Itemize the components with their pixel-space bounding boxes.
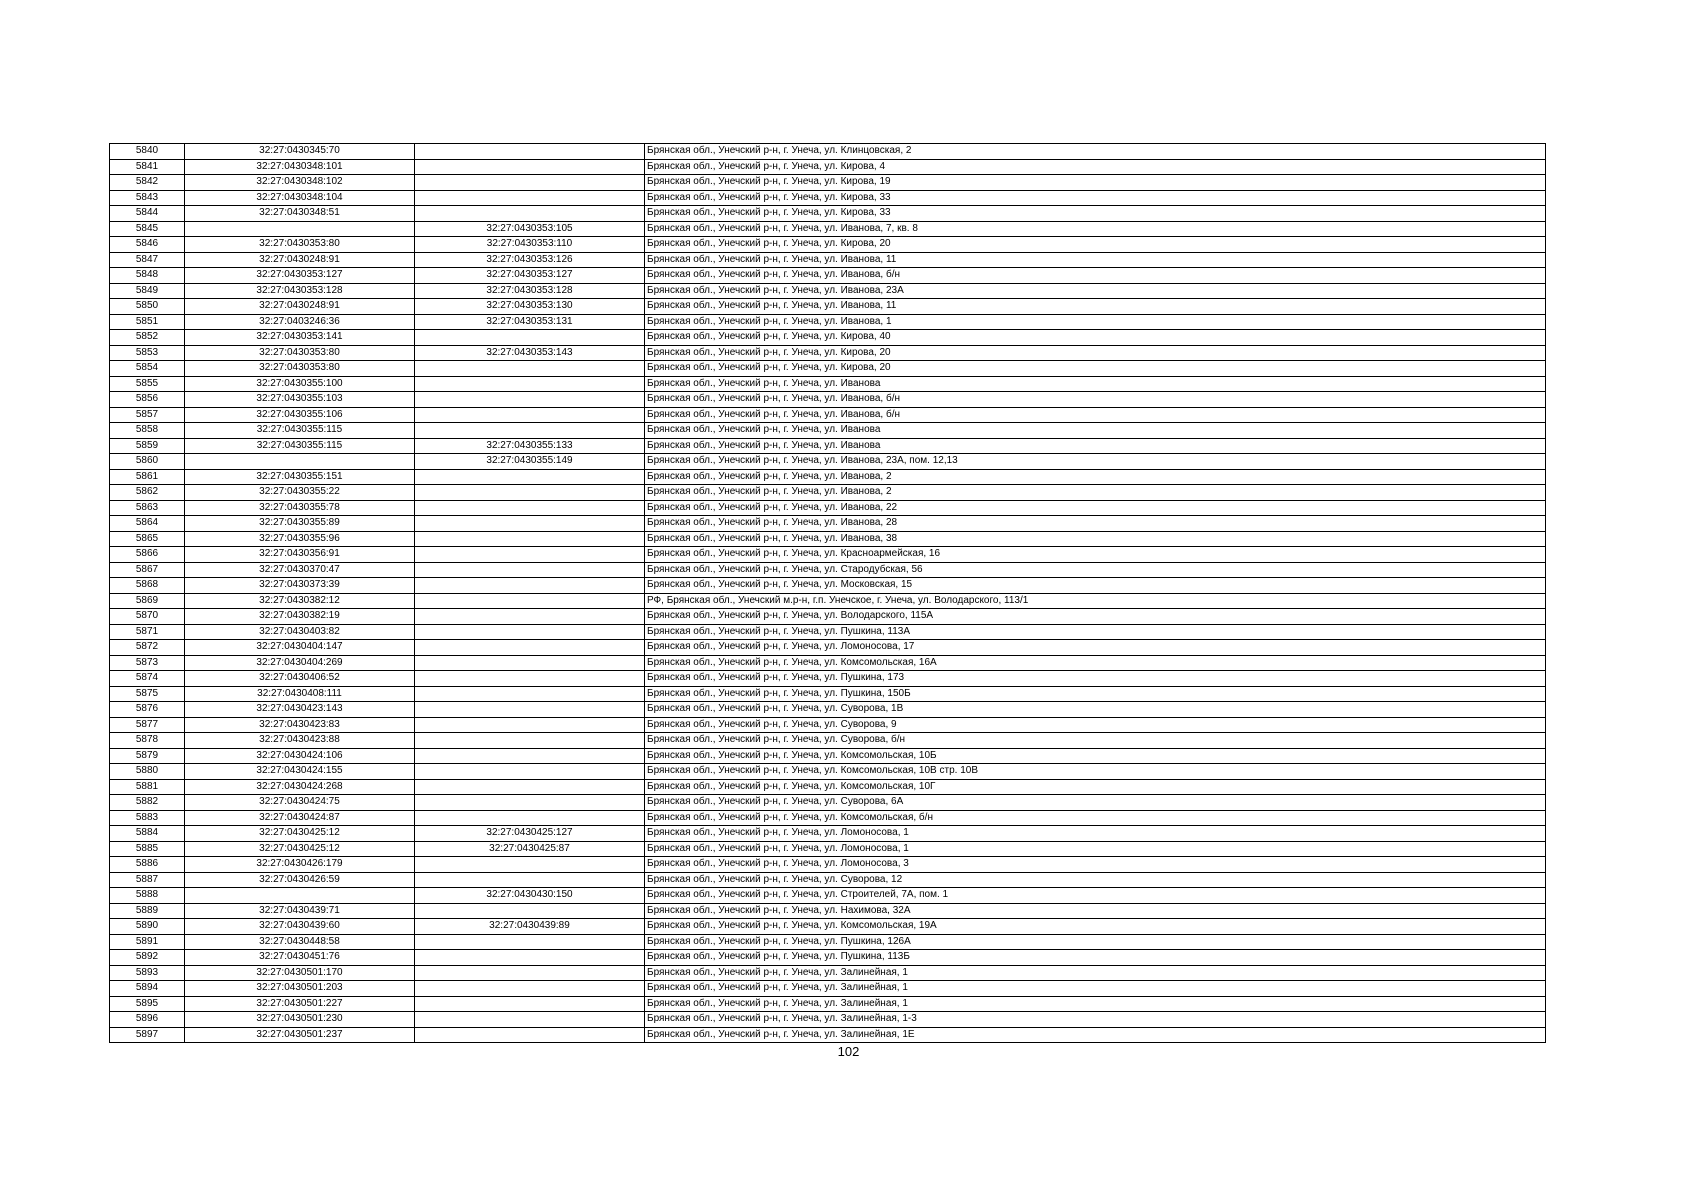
row-number-cell: 5897 (110, 1027, 185, 1043)
address-cell: Брянская обл., Унечский р-н, г. Унеча, ул. Ломоносова, 3 (645, 857, 1546, 873)
cadastral-number-cell: 32:27:0430356:91 (185, 547, 415, 563)
cadastral-number-cell: 32:27:0430423:88 (185, 733, 415, 749)
related-cadastral-number-cell (415, 640, 645, 656)
address-cell: Брянская обл., Унечский р-н, г. Унеча, ул. Клинцовская, 2 (645, 144, 1546, 160)
related-cadastral-number-cell: 32:27:0430355:133 (415, 438, 645, 454)
table-row (110, 144, 1546, 160)
related-cadastral-number-cell (415, 485, 645, 501)
address-cell: Брянская обл., Унечский р-н, г. Унеча, ул. Иванова, б/н (645, 268, 1546, 284)
related-cadastral-number-cell (415, 593, 645, 609)
related-cadastral-number-cell (415, 764, 645, 780)
cadastral-number-cell: 32:27:0430425:12 (185, 841, 415, 857)
cadastral-number-cell: 32:27:0430426:59 (185, 872, 415, 888)
table-row (110, 981, 1546, 997)
cadastral-number-cell: 32:27:0430424:106 (185, 748, 415, 764)
related-cadastral-number-cell (415, 965, 645, 981)
address-cell: Брянская обл., Унечский р-н, г. Унеча, ул. Кирова, 19 (645, 175, 1546, 191)
cadastral-number-cell: 32:27:0430355:103 (185, 392, 415, 408)
row-number-cell: 5885 (110, 841, 185, 857)
address-cell: Брянская обл., Унечский р-н, г. Унеча, ул. Комсомольская, б/н (645, 810, 1546, 826)
cadastral-number-cell: 32:27:0430501:227 (185, 996, 415, 1012)
row-number-cell: 5847 (110, 252, 185, 268)
related-cadastral-number-cell (415, 159, 645, 175)
address-cell: Брянская обл., Унечский р-н, г. Унеча, ул. Иванова (645, 423, 1546, 439)
address-cell: Брянская обл., Унечский р-н, г. Унеча, ул. Стародубская, 56 (645, 562, 1546, 578)
address-cell: Брянская обл., Унечский р-н, г. Унеча, ул. Комсомольская, 10В стр. 10В (645, 764, 1546, 780)
address-cell: Брянская обл., Унечский р-н, г. Унеча, ул. Ломоносова, 17 (645, 640, 1546, 656)
related-cadastral-number-cell (415, 857, 645, 873)
row-number-cell: 5854 (110, 361, 185, 377)
related-cadastral-number-cell (415, 407, 645, 423)
row-number-cell: 5876 (110, 702, 185, 718)
address-cell: Брянская обл., Унечский р-н, г. Унеча, ул. Кирова, 33 (645, 206, 1546, 222)
address-cell: Брянская обл., Унечский р-н, г. Унеча, ул. Кирова, 20 (645, 237, 1546, 253)
address-cell: Брянская обл., Унечский р-н, г. Унеча, ул. Иванова, 38 (645, 531, 1546, 547)
table-row (110, 268, 1546, 284)
address-cell: Брянская обл., Унечский р-н, г. Унеча, ул. Суворова, б/н (645, 733, 1546, 749)
address-cell: Брянская обл., Унечский р-н, г. Унеча, ул. Нахимова, 32А (645, 903, 1546, 919)
related-cadastral-number-cell (415, 996, 645, 1012)
address-cell: Брянская обл., Унечский р-н, г. Унеча, ул. Суворова, 6А (645, 795, 1546, 811)
table-row (110, 206, 1546, 222)
address-cell: Брянская обл., Унечский р-н, г. Унеча, ул. Московская, 15 (645, 578, 1546, 594)
related-cadastral-number-cell: 32:27:0430353:131 (415, 314, 645, 330)
related-cadastral-number-cell (415, 609, 645, 625)
related-cadastral-number-cell (415, 562, 645, 578)
cadastral-number-cell (185, 221, 415, 237)
cadastral-number-cell: 32:27:0430501:230 (185, 1012, 415, 1028)
related-cadastral-number-cell (415, 392, 645, 408)
address-cell: Брянская обл., Унечский р-н, г. Унеча, ул. Комсомольская, 10Б (645, 748, 1546, 764)
related-cadastral-number-cell (415, 655, 645, 671)
cadastral-number-cell: 32:27:0430382:12 (185, 593, 415, 609)
row-number-cell: 5896 (110, 1012, 185, 1028)
table-row (110, 810, 1546, 826)
cadastral-number-cell: 32:27:0430424:155 (185, 764, 415, 780)
cadastral-number-cell: 32:27:0430373:39 (185, 578, 415, 594)
table-row (110, 516, 1546, 532)
cadastral-number-cell: 32:27:0430406:52 (185, 671, 415, 687)
address-cell: Брянская обл., Унечский р-н, г. Унеча, ул. Иванова, 22 (645, 500, 1546, 516)
cadastral-number-cell (185, 888, 415, 904)
row-number-cell: 5856 (110, 392, 185, 408)
related-cadastral-number-cell (415, 779, 645, 795)
related-cadastral-number-cell: 32:27:0430353:105 (415, 221, 645, 237)
table-row (110, 826, 1546, 842)
related-cadastral-number-cell (415, 934, 645, 950)
address-cell: Брянская обл., Унечский р-н, г. Унеча, ул. Иванова, 28 (645, 516, 1546, 532)
related-cadastral-number-cell (415, 671, 645, 687)
address-cell: Брянская обл., Унечский р-н, г. Унеча, ул. Кирова, 33 (645, 190, 1546, 206)
cadastral-number-cell: 32:27:0430355:100 (185, 376, 415, 392)
table-row (110, 841, 1546, 857)
row-number-cell: 5867 (110, 562, 185, 578)
table-row (110, 1027, 1546, 1043)
row-number-cell: 5841 (110, 159, 185, 175)
related-cadastral-number-cell: 32:27:0430425:87 (415, 841, 645, 857)
address-cell: Брянская обл., Унечский р-н, г. Унеча, ул. Комсомольская, 10Г (645, 779, 1546, 795)
address-cell: Брянская обл., Унечский р-н, г. Унеча, ул. Иванова, 1 (645, 314, 1546, 330)
related-cadastral-number-cell (415, 531, 645, 547)
address-cell: Брянская обл., Унечский р-н, г. Унеча, ул. Кирова, 20 (645, 345, 1546, 361)
row-number-cell: 5840 (110, 144, 185, 160)
table-row (110, 888, 1546, 904)
cadastral-number-cell: 32:27:0430355:115 (185, 423, 415, 439)
related-cadastral-number-cell (415, 144, 645, 160)
table-row (110, 779, 1546, 795)
address-cell: Брянская обл., Унечский р-н, г. Унеча, ул. Иванова, 23А (645, 283, 1546, 299)
table-row (110, 1012, 1546, 1028)
table-row (110, 624, 1546, 640)
address-cell: Брянская обл., Унечский р-н, г. Унеча, ул. Суворова, 12 (645, 872, 1546, 888)
table-row (110, 950, 1546, 966)
address-cell: Брянская обл., Унечский р-н, г. Унеча, ул. Иванова, б/н (645, 407, 1546, 423)
row-number-cell: 5890 (110, 919, 185, 935)
table-row (110, 454, 1546, 470)
related-cadastral-number-cell: 32:27:0430353:127 (415, 268, 645, 284)
cadastral-number-cell: 32:27:0430425:12 (185, 826, 415, 842)
cadastral-number-cell: 32:27:0430408:111 (185, 686, 415, 702)
cadastral-number-cell: 32:27:0430353:141 (185, 330, 415, 346)
related-cadastral-number-cell: 32:27:0430353:110 (415, 237, 645, 253)
address-cell: Брянская обл., Унечский р-н, г. Унеча, ул. Пушкина, 113А (645, 624, 1546, 640)
table-row (110, 423, 1546, 439)
cadastral-number-cell: 32:27:0430423:143 (185, 702, 415, 718)
row-number-cell: 5844 (110, 206, 185, 222)
cadastral-number-cell: 32:27:0430248:91 (185, 299, 415, 315)
table-row (110, 562, 1546, 578)
table-row (110, 934, 1546, 950)
related-cadastral-number-cell (415, 330, 645, 346)
related-cadastral-number-cell (415, 702, 645, 718)
address-cell: Брянская обл., Унечский р-н, г. Унеча, ул. Иванова (645, 438, 1546, 454)
row-number-cell: 5891 (110, 934, 185, 950)
table-row (110, 190, 1546, 206)
address-cell: Брянская обл., Унечский р-н, г. Унеча, ул. Строителей, 7А, пом. 1 (645, 888, 1546, 904)
table-row (110, 469, 1546, 485)
table-row (110, 500, 1546, 516)
cadastral-number-cell: 32:27:0430382:19 (185, 609, 415, 625)
row-number-cell: 5873 (110, 655, 185, 671)
address-cell: Брянская обл., Унечский р-н, г. Унеча, ул. Пушкина, 126А (645, 934, 1546, 950)
row-number-cell: 5861 (110, 469, 185, 485)
cadastral-number-cell: 32:27:0430348:102 (185, 175, 415, 191)
cadastral-number-cell: 32:27:0430355:89 (185, 516, 415, 532)
address-cell: Брянская обл., Унечский р-н, г. Унеча, ул. Кирова, 4 (645, 159, 1546, 175)
cadastral-number-cell: 32:27:0430424:268 (185, 779, 415, 795)
cadastral-number-cell: 32:27:0430353:80 (185, 361, 415, 377)
related-cadastral-number-cell (415, 423, 645, 439)
related-cadastral-number-cell: 32:27:0430353:126 (415, 252, 645, 268)
related-cadastral-number-cell: 32:27:0430425:127 (415, 826, 645, 842)
related-cadastral-number-cell (415, 469, 645, 485)
cadastral-number-cell: 32:27:0430424:75 (185, 795, 415, 811)
cadastral-number-cell (185, 454, 415, 470)
address-cell: Брянская обл., Унечский р-н, г. Унеча, ул. Иванова, 11 (645, 252, 1546, 268)
related-cadastral-number-cell (415, 748, 645, 764)
related-cadastral-number-cell: 32:27:0430353:130 (415, 299, 645, 315)
table-row (110, 237, 1546, 253)
table-row (110, 392, 1546, 408)
related-cadastral-number-cell (415, 361, 645, 377)
cadastral-number-cell: 32:27:0430355:151 (185, 469, 415, 485)
related-cadastral-number-cell: 32:27:0430353:128 (415, 283, 645, 299)
table-row (110, 531, 1546, 547)
related-cadastral-number-cell (415, 547, 645, 563)
related-cadastral-number-cell (415, 500, 645, 516)
table-row (110, 330, 1546, 346)
table-row (110, 609, 1546, 625)
page-number: 102 (837, 1044, 860, 1059)
address-cell: Брянская обл., Унечский р-н, г. Унеча, ул. Залинейная, 1Е (645, 1027, 1546, 1043)
row-number-cell: 5888 (110, 888, 185, 904)
related-cadastral-number-cell (415, 872, 645, 888)
table-row (110, 733, 1546, 749)
address-cell: Брянская обл., Унечский р-н, г. Унеча, ул. Иванова, 11 (645, 299, 1546, 315)
address-cell: Брянская обл., Унечский р-н, г. Унеча, ул. Суворова, 1В (645, 702, 1546, 718)
table-row (110, 919, 1546, 935)
cadastral-number-cell: 32:27:0430345:70 (185, 144, 415, 160)
table-row (110, 857, 1546, 873)
row-number-cell: 5842 (110, 175, 185, 191)
related-cadastral-number-cell (415, 733, 645, 749)
row-number-cell: 5882 (110, 795, 185, 811)
registry-table-body (110, 144, 1546, 1043)
table-row (110, 159, 1546, 175)
row-number-cell: 5850 (110, 299, 185, 315)
table-row (110, 764, 1546, 780)
related-cadastral-number-cell (415, 686, 645, 702)
table-row (110, 175, 1546, 191)
row-number-cell: 5869 (110, 593, 185, 609)
address-cell: Брянская обл., Унечский р-н, г. Унеча, ул. Красноармейская, 16 (645, 547, 1546, 563)
cadastral-number-cell: 32:27:0430426:179 (185, 857, 415, 873)
cadastral-number-cell: 32:27:0430353:80 (185, 345, 415, 361)
cadastral-number-cell: 32:27:0430348:101 (185, 159, 415, 175)
row-number-cell: 5855 (110, 376, 185, 392)
row-number-cell: 5868 (110, 578, 185, 594)
cadastral-number-cell: 32:27:0430439:60 (185, 919, 415, 935)
address-cell: Брянская обл., Унечский р-н, г. Унеча, ул. Залинейная, 1-3 (645, 1012, 1546, 1028)
row-number-cell: 5843 (110, 190, 185, 206)
table-row (110, 996, 1546, 1012)
row-number-cell: 5851 (110, 314, 185, 330)
address-cell: Брянская обл., Унечский р-н, г. Унеча, ул. Иванова (645, 376, 1546, 392)
address-cell: Брянская обл., Унечский р-н, г. Унеча, ул. Иванова, б/н (645, 392, 1546, 408)
related-cadastral-number-cell (415, 981, 645, 997)
row-number-cell: 5872 (110, 640, 185, 656)
row-number-cell: 5862 (110, 485, 185, 501)
row-number-cell: 5845 (110, 221, 185, 237)
row-number-cell: 5875 (110, 686, 185, 702)
row-number-cell: 5853 (110, 345, 185, 361)
cadastral-number-cell: 32:27:0430404:269 (185, 655, 415, 671)
row-number-cell: 5849 (110, 283, 185, 299)
row-number-cell: 5848 (110, 268, 185, 284)
row-number-cell: 5865 (110, 531, 185, 547)
related-cadastral-number-cell (415, 795, 645, 811)
row-number-cell: 5884 (110, 826, 185, 842)
related-cadastral-number-cell (415, 376, 645, 392)
row-number-cell: 5858 (110, 423, 185, 439)
table-row (110, 717, 1546, 733)
cadastral-number-cell: 32:27:0430404:147 (185, 640, 415, 656)
registry-table (109, 143, 1546, 1043)
cadastral-number-cell: 32:27:0430353:128 (185, 283, 415, 299)
cadastral-number-cell: 32:27:0430355:115 (185, 438, 415, 454)
table-row (110, 872, 1546, 888)
related-cadastral-number-cell: 32:27:0430353:143 (415, 345, 645, 361)
related-cadastral-number-cell (415, 206, 645, 222)
address-cell: Брянская обл., Унечский р-н, г. Унеча, ул. Пушкина, 173 (645, 671, 1546, 687)
table-row (110, 903, 1546, 919)
cadastral-number-cell: 32:27:0430353:127 (185, 268, 415, 284)
related-cadastral-number-cell (415, 717, 645, 733)
row-number-cell: 5877 (110, 717, 185, 733)
related-cadastral-number-cell (415, 810, 645, 826)
row-number-cell: 5860 (110, 454, 185, 470)
row-number-cell: 5859 (110, 438, 185, 454)
cadastral-number-cell: 32:27:0430403:82 (185, 624, 415, 640)
row-number-cell: 5866 (110, 547, 185, 563)
cadastral-number-cell: 32:27:0430348:104 (185, 190, 415, 206)
related-cadastral-number-cell (415, 516, 645, 532)
row-number-cell: 5863 (110, 500, 185, 516)
address-cell: Брянская обл., Унечский р-н, г. Унеча, ул. Залинейная, 1 (645, 965, 1546, 981)
table-row (110, 438, 1546, 454)
row-number-cell: 5895 (110, 996, 185, 1012)
cadastral-number-cell: 32:27:0430355:78 (185, 500, 415, 516)
row-number-cell: 5893 (110, 965, 185, 981)
cadastral-number-cell: 32:27:0430501:237 (185, 1027, 415, 1043)
related-cadastral-number-cell: 32:27:0430439:89 (415, 919, 645, 935)
table-row (110, 748, 1546, 764)
cadastral-number-cell: 32:27:0430423:83 (185, 717, 415, 733)
table-row (110, 283, 1546, 299)
row-number-cell: 5879 (110, 748, 185, 764)
cadastral-number-cell: 32:27:0430370:47 (185, 562, 415, 578)
row-number-cell: 5871 (110, 624, 185, 640)
cadastral-number-cell: 32:27:0430248:91 (185, 252, 415, 268)
related-cadastral-number-cell (415, 175, 645, 191)
row-number-cell: 5878 (110, 733, 185, 749)
related-cadastral-number-cell (415, 1012, 645, 1028)
table-row (110, 314, 1546, 330)
address-cell: Брянская обл., Унечский р-н, г. Унеча, ул. Ломоносова, 1 (645, 841, 1546, 857)
cadastral-number-cell: 32:27:0430355:96 (185, 531, 415, 547)
address-cell: Брянская обл., Унечский р-н, г. Унеча, ул. Залинейная, 1 (645, 981, 1546, 997)
row-number-cell: 5889 (110, 903, 185, 919)
row-number-cell: 5870 (110, 609, 185, 625)
row-number-cell: 5886 (110, 857, 185, 873)
table-row (110, 965, 1546, 981)
table-row (110, 593, 1546, 609)
table-row (110, 407, 1546, 423)
address-cell: Брянская обл., Унечский р-н, г. Унеча, ул. Залинейная, 1 (645, 996, 1546, 1012)
related-cadastral-number-cell (415, 190, 645, 206)
table-row (110, 252, 1546, 268)
cadastral-number-cell: 32:27:0403246:36 (185, 314, 415, 330)
related-cadastral-number-cell (415, 903, 645, 919)
row-number-cell: 5880 (110, 764, 185, 780)
table-row (110, 795, 1546, 811)
related-cadastral-number-cell (415, 624, 645, 640)
table-row (110, 671, 1546, 687)
address-cell: Брянская обл., Унечский р-н, г. Унеча, ул. Иванова, 7, кв. 8 (645, 221, 1546, 237)
address-cell: Брянская обл., Унечский р-н, г. Унеча, ул. Володарского, 115А (645, 609, 1546, 625)
cadastral-number-cell: 32:27:0430355:22 (185, 485, 415, 501)
table-row (110, 547, 1546, 563)
address-cell: Брянская обл., Унечский р-н, г. Унеча, ул. Кирова, 40 (645, 330, 1546, 346)
related-cadastral-number-cell (415, 578, 645, 594)
cadastral-number-cell: 32:27:0430501:170 (185, 965, 415, 981)
table-row (110, 361, 1546, 377)
row-number-cell: 5864 (110, 516, 185, 532)
address-cell: РФ, Брянская обл., Унечский м.р-н, г.п. Унечское, г. Унеча, ул. Володарского, 113/1 (645, 593, 1546, 609)
cadastral-number-cell: 32:27:0430355:106 (185, 407, 415, 423)
table-row (110, 485, 1546, 501)
table-row (110, 299, 1546, 315)
address-cell: Брянская обл., Унечский р-н, г. Унеча, ул. Комсомольская, 19А (645, 919, 1546, 935)
row-number-cell: 5874 (110, 671, 185, 687)
address-cell: Брянская обл., Унечский р-н, г. Унеча, ул. Ломоносова, 1 (645, 826, 1546, 842)
row-number-cell: 5887 (110, 872, 185, 888)
table-row (110, 345, 1546, 361)
cadastral-number-cell: 32:27:0430451:76 (185, 950, 415, 966)
row-number-cell: 5881 (110, 779, 185, 795)
row-number-cell: 5852 (110, 330, 185, 346)
cadastral-number-cell: 32:27:0430448:58 (185, 934, 415, 950)
address-cell: Брянская обл., Унечский р-н, г. Унеча, ул. Иванова, 23А, пом. 12,13 (645, 454, 1546, 470)
cadastral-number-cell: 32:27:0430424:87 (185, 810, 415, 826)
table-row (110, 686, 1546, 702)
row-number-cell: 5892 (110, 950, 185, 966)
cadastral-number-cell: 32:27:0430353:80 (185, 237, 415, 253)
table-row (110, 655, 1546, 671)
address-cell: Брянская обл., Унечский р-н, г. Унеча, ул. Пушкина, 150Б (645, 686, 1546, 702)
related-cadastral-number-cell (415, 1027, 645, 1043)
row-number-cell: 5894 (110, 981, 185, 997)
related-cadastral-number-cell (415, 950, 645, 966)
cadastral-number-cell: 32:27:0430501:203 (185, 981, 415, 997)
address-cell: Брянская обл., Унечский р-н, г. Унеча, ул. Иванова, 2 (645, 469, 1546, 485)
row-number-cell: 5846 (110, 237, 185, 253)
row-number-cell: 5857 (110, 407, 185, 423)
row-number-cell: 5883 (110, 810, 185, 826)
table-row (110, 578, 1546, 594)
table-row (110, 640, 1546, 656)
address-cell: Брянская обл., Унечский р-н, г. Унеча, ул. Иванова, 2 (645, 485, 1546, 501)
address-cell: Брянская обл., Унечский р-н, г. Унеча, ул. Пушкина, 113Б (645, 950, 1546, 966)
table-row (110, 376, 1546, 392)
table-row (110, 702, 1546, 718)
cadastral-number-cell: 32:27:0430348:51 (185, 206, 415, 222)
related-cadastral-number-cell: 32:27:0430355:149 (415, 454, 645, 470)
address-cell: Брянская обл., Унечский р-н, г. Унеча, ул. Кирова, 20 (645, 361, 1546, 377)
address-cell: Брянская обл., Унечский р-н, г. Унеча, ул. Суворова, 9 (645, 717, 1546, 733)
cadastral-number-cell: 32:27:0430439:71 (185, 903, 415, 919)
related-cadastral-number-cell: 32:27:0430430:150 (415, 888, 645, 904)
table-row (110, 221, 1546, 237)
address-cell: Брянская обл., Унечский р-н, г. Унеча, ул. Комсомольская, 16А (645, 655, 1546, 671)
